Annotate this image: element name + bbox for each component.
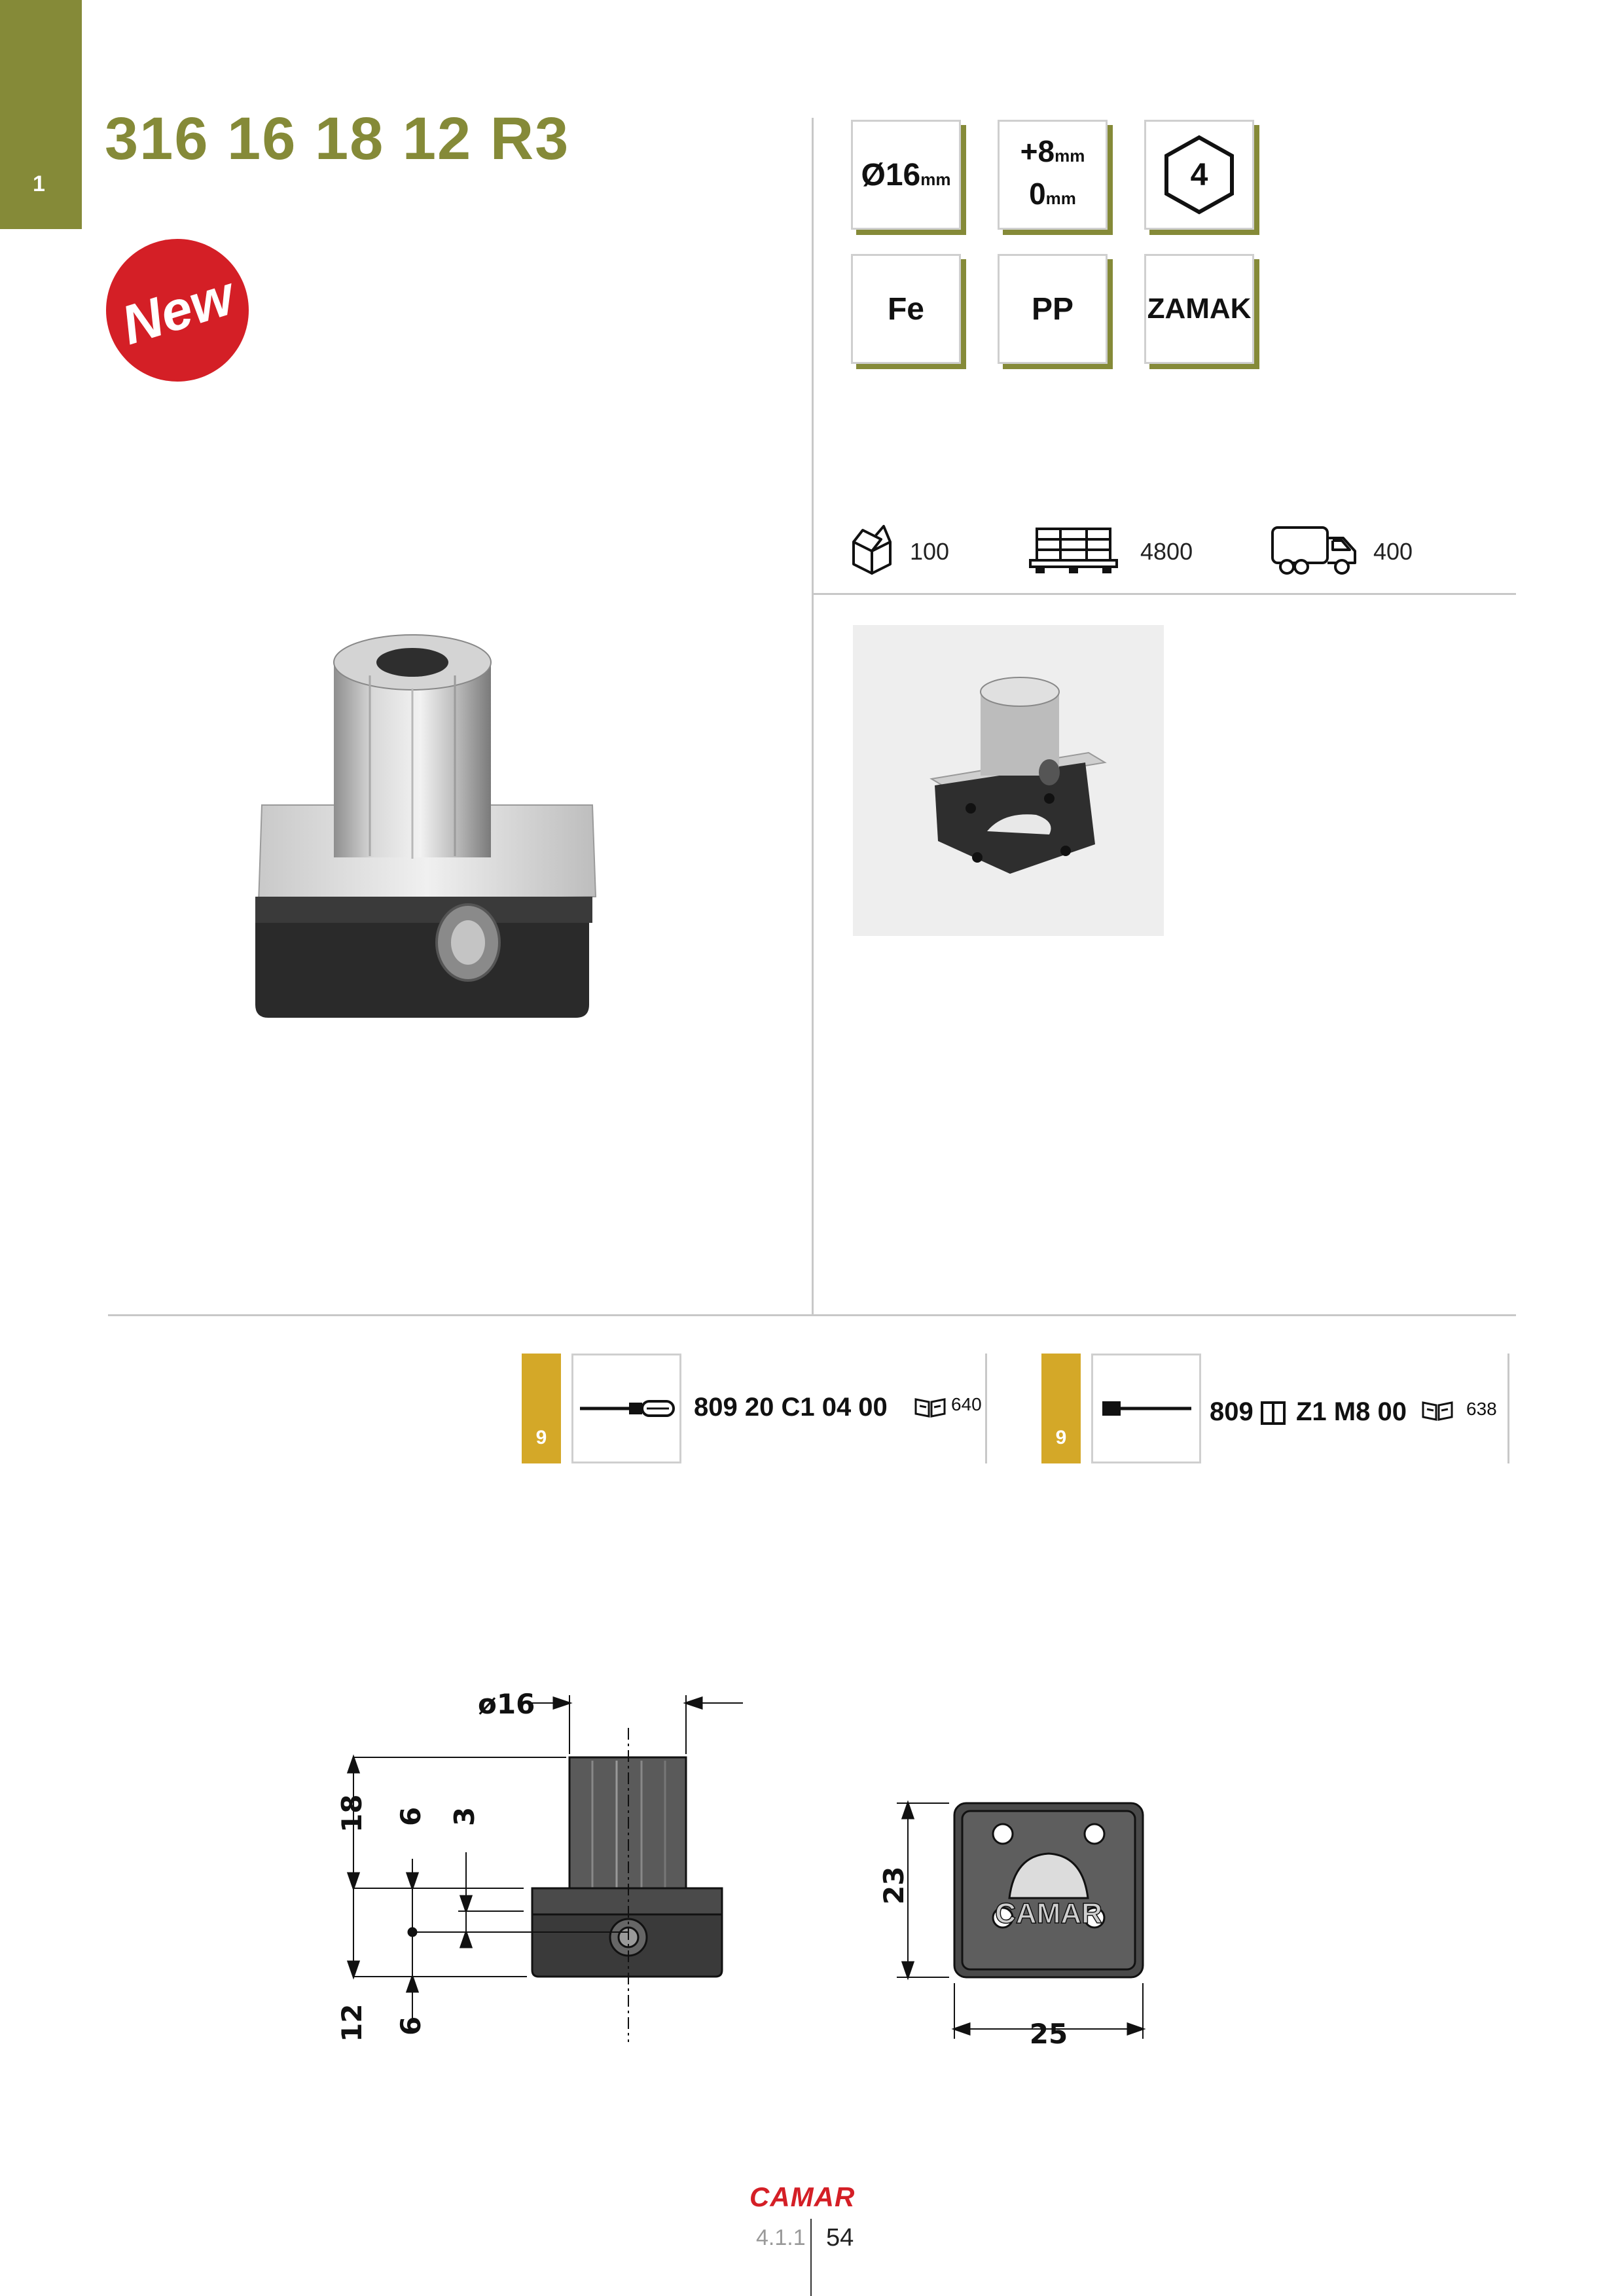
hex-spec-box bbox=[1144, 120, 1254, 230]
accessory-tab-number: 9 bbox=[535, 1427, 547, 1448]
chapter-number: 1 bbox=[33, 171, 45, 196]
footer-page-number: 54 bbox=[826, 2224, 854, 2251]
box-quantity: 100 bbox=[910, 538, 950, 565]
pallet-quantity: 4800 bbox=[1140, 538, 1193, 565]
material-fe-box bbox=[851, 254, 961, 364]
product-photo-underside bbox=[853, 625, 1164, 936]
footer-section-number: 4.1.1 bbox=[756, 2225, 806, 2250]
material-fe: Fe bbox=[887, 291, 924, 327]
vertical-divider bbox=[812, 118, 814, 1314]
material-pp-box bbox=[998, 254, 1108, 364]
side-view-drawing bbox=[314, 1662, 785, 2068]
new-badge bbox=[106, 239, 249, 382]
product-code-title: 316 16 18 12 R3 bbox=[105, 105, 570, 172]
screwdriver-icon bbox=[573, 1355, 679, 1462]
material-zamak-box bbox=[1144, 254, 1254, 364]
dim-plate-width: 25 bbox=[1029, 2018, 1068, 2050]
accessory-image-box bbox=[1091, 1354, 1201, 1463]
truck-icon bbox=[1270, 524, 1359, 576]
diameter-value: Ø16 bbox=[861, 157, 921, 192]
packaging-divider bbox=[812, 593, 1516, 595]
dim-base-height: 12 bbox=[336, 2003, 368, 2042]
dim-total-height: 18 bbox=[336, 1794, 368, 1833]
accessory-catalog-page[interactable]: 640 bbox=[951, 1394, 982, 1414]
catalog-book-icon bbox=[1420, 1399, 1454, 1422]
footer-brand-logo: CAMAR bbox=[749, 2181, 856, 2212]
tolerance-upper: +8 bbox=[1020, 134, 1055, 168]
accessory-tab bbox=[522, 1354, 561, 1463]
footer-separator bbox=[810, 2219, 812, 2296]
dim-base-half: 6 bbox=[395, 2016, 427, 2036]
bottom-view-drawing bbox=[857, 1787, 1165, 2062]
box-icon bbox=[850, 522, 894, 576]
dim-hole-offset: 3 bbox=[448, 1806, 480, 1826]
square-drive-icon bbox=[1260, 1401, 1286, 1426]
pallet-icon bbox=[1028, 524, 1119, 576]
dim-diameter: ø16 bbox=[478, 1688, 535, 1720]
dim-plate-height: 23 bbox=[878, 1866, 910, 1905]
catalog-book-icon bbox=[913, 1395, 947, 1419]
accessory-code-suffix[interactable]: Z1 M8 00 bbox=[1296, 1397, 1407, 1426]
hex-key-icon bbox=[1093, 1355, 1199, 1462]
tolerance-spec-box bbox=[998, 120, 1108, 230]
diameter-unit: mm bbox=[920, 169, 951, 189]
plate-logo: CAMAR bbox=[995, 1897, 1102, 1929]
accessory-image-box bbox=[571, 1354, 681, 1463]
accessory-tab bbox=[1041, 1354, 1081, 1463]
tolerance-upper-unit: mm bbox=[1055, 146, 1085, 166]
chapter-tab bbox=[0, 0, 82, 229]
truck-quantity: 400 bbox=[1373, 538, 1413, 565]
accessory-tab-number: 9 bbox=[1055, 1427, 1067, 1448]
accessory-code-prefix[interactable]: 809 bbox=[1210, 1397, 1254, 1426]
accessory-separator bbox=[985, 1354, 987, 1463]
diameter-spec-box bbox=[851, 120, 961, 230]
material-zamak: ZAMAK bbox=[1147, 293, 1252, 325]
product-photo bbox=[236, 615, 602, 1034]
hex-size: 4 bbox=[1190, 157, 1208, 192]
dim-upper-height: 6 bbox=[395, 1806, 427, 1826]
accessory-code[interactable]: 809 20 C1 04 00 bbox=[694, 1393, 888, 1422]
accessory-catalog-page[interactable]: 638 bbox=[1466, 1399, 1497, 1419]
tolerance-lower-unit: mm bbox=[1045, 188, 1076, 208]
material-pp: PP bbox=[1031, 291, 1074, 327]
section-divider bbox=[108, 1314, 1516, 1316]
accessory-separator bbox=[1507, 1354, 1509, 1463]
new-badge-label: New bbox=[114, 264, 241, 356]
tolerance-lower: 0 bbox=[1029, 177, 1046, 211]
